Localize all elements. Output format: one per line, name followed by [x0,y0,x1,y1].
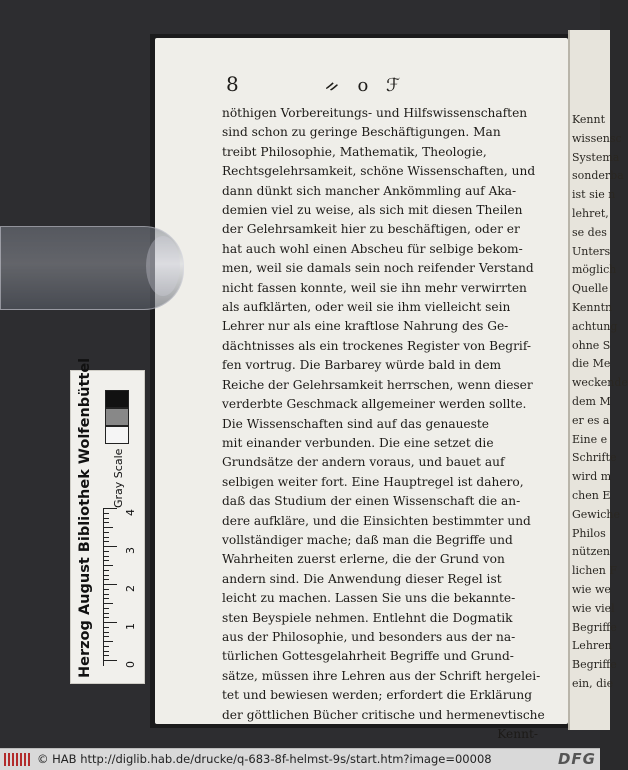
next-page-line: Kenntn [572,301,613,314]
ruler-number: 0 [124,661,137,668]
next-page-line: Schrifte [572,451,617,465]
next-page-line: Quelle [572,282,609,296]
next-page-line: ein, die [572,677,614,690]
text-line: mit einander verbunden. Die eine setzet die [222,435,494,450]
footer-credit-link[interactable]: © HAB http://diglib.hab.de/drucke/q-683-8f-helmst-9s/start.htm?image=00008 [37,752,492,766]
next-page-line: chen E [572,489,611,502]
next-page-line: wird m [572,470,612,484]
gray-scale-label: Gray Scale [112,448,125,508]
ruler-tick [103,603,113,604]
text-line: Reiche der Gelehrsamkeit herrschen, wenn dieser [222,377,533,392]
next-page-line: se des [572,225,607,239]
next-page-line: wissensc [572,131,622,145]
text-line: türlichen Gottesgelahrheit Begriffe und Grund- [222,649,514,664]
ruler-number: 1 [124,623,137,630]
ruler-tick [103,551,109,552]
text-line: Wahrheiten zuerst erlerne, die der Grund von [222,552,505,567]
ruler-tick [103,537,109,538]
text-line: der göttlichen Bücher critische und hermenevtische [222,707,545,722]
ruler-tick [103,556,109,557]
text-line: sten Beyspiele nehmen. Entlehnt die Dogmatik [222,610,513,625]
next-page-line: Philos [572,526,606,540]
text-line: dann dünkt sich mancher Ankömmling auf Aka- [222,183,517,198]
text-line: nicht fassen konnte, weil sie ihn mehr verwirrten [222,280,527,295]
next-page-line: Begriffe [572,658,617,672]
next-page-line: Eine e [572,432,608,446]
next-page-line: nützen [572,545,610,559]
text-line: dächtnisses als ein trockenes Register von Begrif- [222,338,532,353]
page-body-text [222,104,545,744]
ruler-tick [103,570,109,571]
ruler-tick [103,546,117,547]
ruler-tick [103,527,113,528]
ruler-tick [103,579,109,580]
swatch-black [105,390,129,408]
text-line: Die Wissenschaften sind auf das genaueste [222,416,490,431]
next-page-line: Unters [572,244,611,258]
ruler-tick [103,565,113,566]
next-page-line: die Me [572,357,611,371]
ruler-tick [103,627,109,628]
ruler-tick [103,655,109,656]
ruler-tick [103,541,109,542]
ruler-tick [103,598,109,599]
swatch-gray [105,408,129,426]
text-line: fen vortrug. Die Barbarey würde bald in dem [222,358,502,373]
ruler-tick [103,513,109,514]
text-line: demien viel zu weise, als sich mit diesen Theilen [222,203,523,218]
next-page-line: er es a [572,413,610,427]
next-page-line: sonderba [572,169,624,183]
next-page-line: weckende [572,376,628,390]
ruler-tick [103,641,113,642]
text-line: selbigen weiter fort. Eine Hauptregel ist dahero, [222,474,524,489]
next-page-line: Systema [572,150,620,164]
text-line: nöthigen Vorbereitungs- und Hilfswissenschaften [222,106,528,120]
catchword: Kennt- [497,727,538,741]
ruler-number: 4 [124,509,137,516]
next-page-line: achtung [572,319,618,333]
glass-rod-tip [146,236,180,296]
next-page-line: Begriffe [572,620,617,634]
ruler-tick [103,584,117,585]
next-page-line: lichen F [572,564,618,578]
ruler-tick [103,632,109,633]
ruler-tick [103,575,109,576]
text-line: sind schon zu geringe Beschäftigungen. Man [222,125,501,140]
text-line: als aufklärten, oder weil sie ihm vielleicht sein [222,300,511,315]
next-page-line: wie we [572,583,611,596]
ruler-tick [103,518,109,519]
next-page-line: Gewiche [572,507,620,521]
text-line: andern sind. Die Anwendung dieser Regel ist [222,571,502,586]
hab-logo-icon [4,753,32,766]
next-page-line: lehret, [572,207,609,220]
text-line: leicht zu machen. Lassen Sie uns die bekannte- [222,591,516,606]
ruler-tick [103,508,117,509]
next-page-line: dem M [572,395,611,408]
library-name: Herzog August Bibliothek Wolfenbüttel [77,357,93,678]
swatch-white [105,426,129,444]
ruler-tick [103,522,109,523]
next-page-line: ist sie n [572,188,616,202]
next-page-line: möglich [572,263,617,277]
text-line: daß das Studium der einen Wissenschaft die an- [222,494,521,509]
ruler-tick [103,617,109,618]
next-page-line: wie viel [572,601,615,615]
text-line: men, weil sie damals sein noch reifender Verstand [222,261,534,276]
ruler-tick [103,594,109,595]
ruler-tick [103,646,109,647]
text-line: Rechtsgelehrsamkeit, schöne Wissenschaften, und [222,164,536,179]
text-line: Grundsätze der andern voraus, und bauet auf [222,455,505,470]
text-line: tet und bewiesen werden; erfordert die Erklärung [222,688,533,703]
header-ornament: ᨀ o ℱ [325,75,407,96]
ruler-tick [103,651,109,652]
text-line: sätze, müssen ihre Lehren aus der Schrift hergelei- [222,668,541,683]
text-line: der Gelehrsamkeit hier zu beschäftigen, oder er [222,222,520,237]
ruler-tick [103,589,109,590]
text-line: hat auch wohl einen Abscheu für selbige bekom- [222,241,523,256]
ruler-tick [103,532,109,533]
ruler-tick [103,608,109,609]
text-line: vollständiger mache; daß man die Begriffe und [222,532,513,547]
next-page-line: Lehren [572,639,612,653]
footer-bar [0,748,600,770]
next-page-line: Kennt [572,113,606,126]
next-page-line: ohne S [572,338,611,352]
ruler-tick [103,560,109,561]
text-line: Lehrer nur als eine kraftlose Nahrung des Ge- [222,319,509,334]
text-line: treibt Philosophie, Mathematik, Theologie, [222,144,487,159]
ruler-tick [103,622,117,623]
dfg-logo: DFG [557,750,596,768]
page-number: 8 [226,72,239,96]
text-line: verderbte Geschmack allgemeiner werden sollte. [222,397,527,412]
text-line: dere aufkläre, und die Einsichten bestimmter und [222,513,531,528]
ruler-number: 2 [124,585,137,592]
ruler-number: 3 [124,547,137,554]
text-line: aus der Philosophie, und besonders aus der na- [222,629,516,644]
ruler-tick [103,660,117,661]
ruler-tick [103,636,109,637]
ruler-tick [103,613,109,614]
